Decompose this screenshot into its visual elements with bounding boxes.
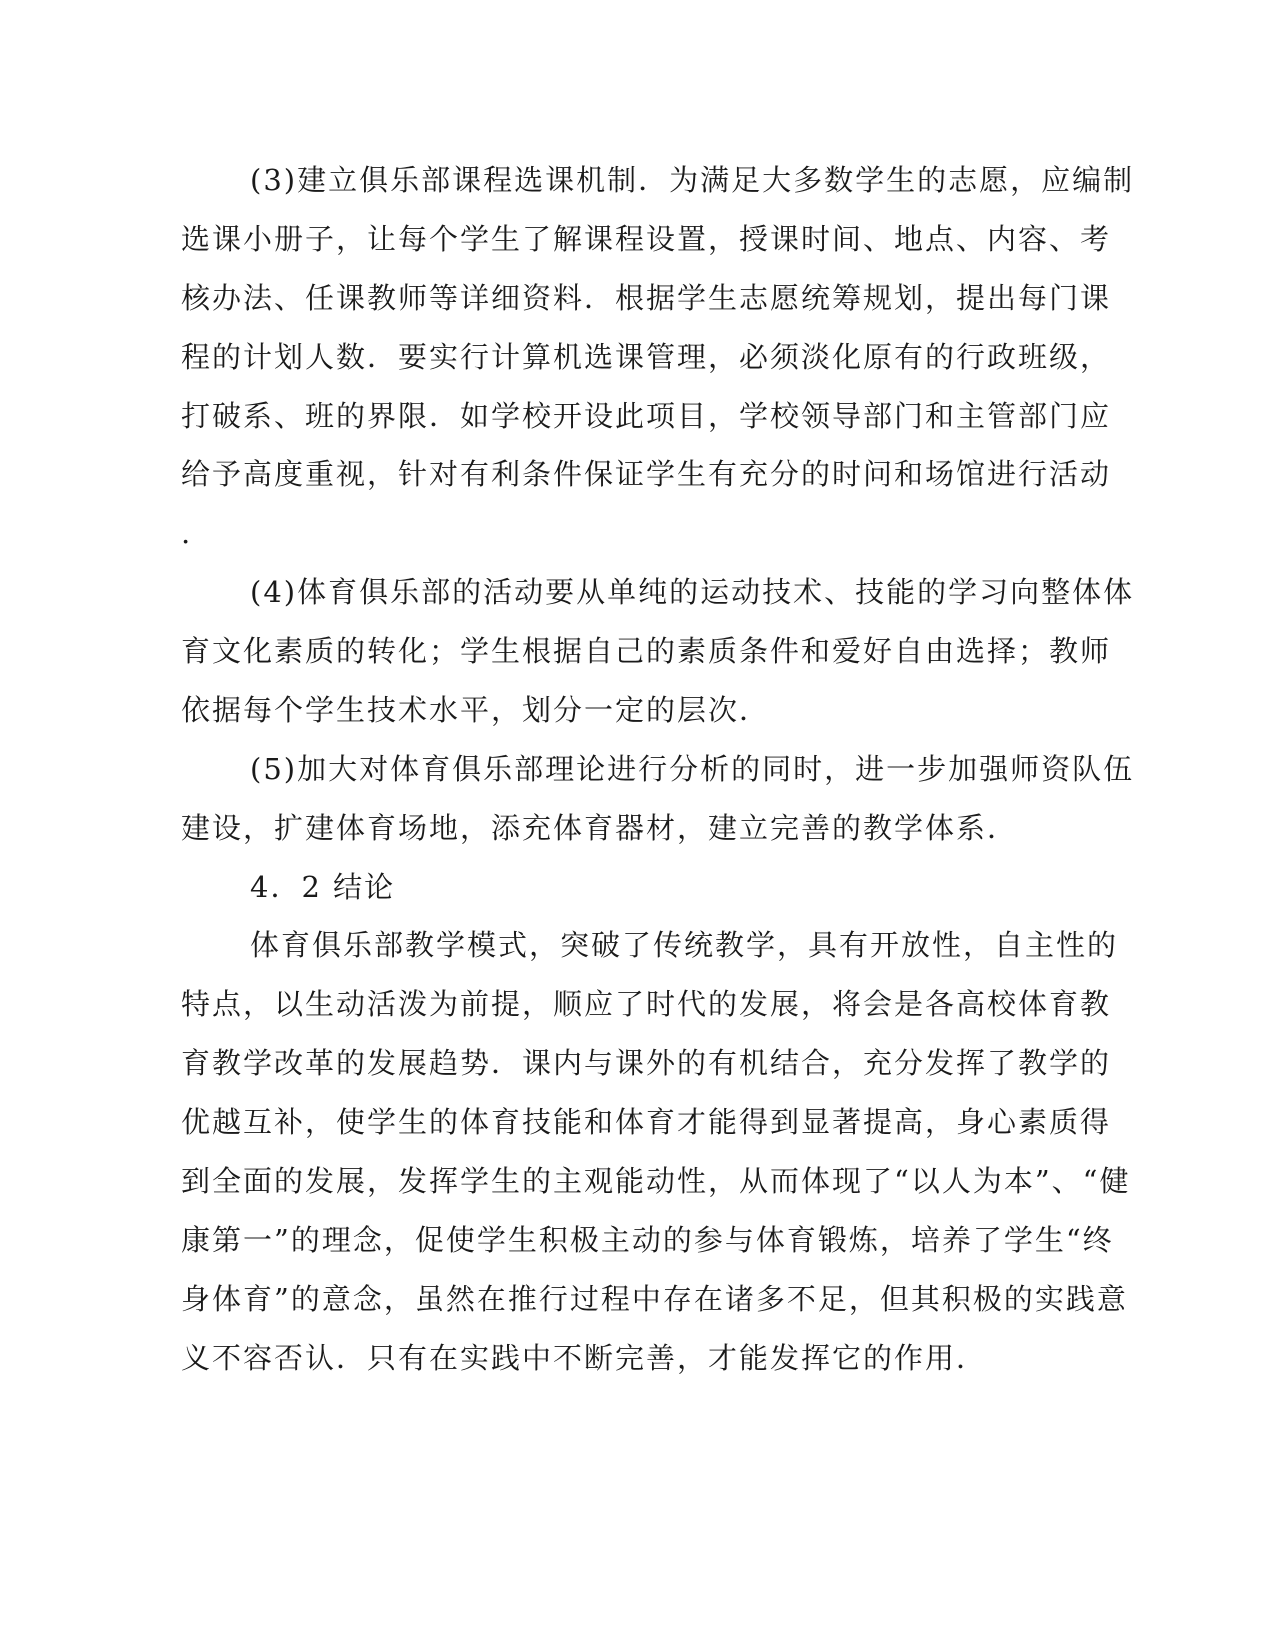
text-line: 优越互补，使学生的体育技能和体育才能得到显著提高，身心素质得 xyxy=(181,1105,1112,1139)
text-line: 依据每个学生技术水平，划分一定的层次． xyxy=(181,693,771,727)
text-line: 育教学改革的发展趋势．课内与课外的有机结合，充分发挥了教学的 xyxy=(181,1046,1112,1080)
text-line: 特点，以生动活泼为前提，顺应了时代的发展，将会是各高校体育教 xyxy=(181,987,1112,1021)
text-line: 育文化素质的转化；学生根据自己的素质条件和爱好自由选择；教师 xyxy=(181,634,1112,668)
text-line: 身体育”的意念，虽然在推行过程中存在诸多不足，但其积极的实践意 xyxy=(181,1282,1128,1316)
text-line: . xyxy=(181,516,193,550)
text-line: 程的计划人数．要实行计算机选课管理，必须淡化原有的行政班级， xyxy=(181,340,1112,374)
text-line: (5)加大对体育俱乐部理论进行分析的同时，进一步加强师资队伍 xyxy=(250,752,1135,786)
text-line: 体育俱乐部教学模式，突破了传统教学，具有开放性，自主性的 xyxy=(250,928,1119,962)
text-line: 康第一”的理念，促使学生积极主动的参与体育锻炼，培养了学生“终 xyxy=(181,1223,1114,1257)
text-line: 给予高度重视，针对有利条件保证学生有充分的时问和场馆进行活动 xyxy=(181,457,1112,491)
text-line: 打破系、班的界限．如学校开设此项目，学校领导部门和主管部门应 xyxy=(181,399,1112,433)
text-line: 到全面的发展，发挥学生的主观能动性，从而体现了“以人为本”、“健 xyxy=(181,1164,1131,1198)
text-line: (4)体育俱乐部的活动要从单纯的运动技术、技能的学习向整体体 xyxy=(250,575,1135,609)
text-line: 建设，扩建体育场地，添充体育器材，建立完善的教学体系． xyxy=(181,811,1019,845)
text-line: 义不容否认．只有在实践中不断完善，才能发挥它的作用． xyxy=(181,1341,988,1375)
section-heading: 4．2 结论 xyxy=(250,870,396,904)
text-line: 核办法、任课教师等详细资料．根据学生志愿统筹规划，提出每门课 xyxy=(181,281,1112,315)
text-line: 选课小册子，让每个学生了解课程设置，授课时间、地点、内容、考 xyxy=(181,222,1112,256)
text-line: (3)建立俱乐部课程选课机制．为满足大多数学生的志愿，应编制 xyxy=(250,163,1135,197)
